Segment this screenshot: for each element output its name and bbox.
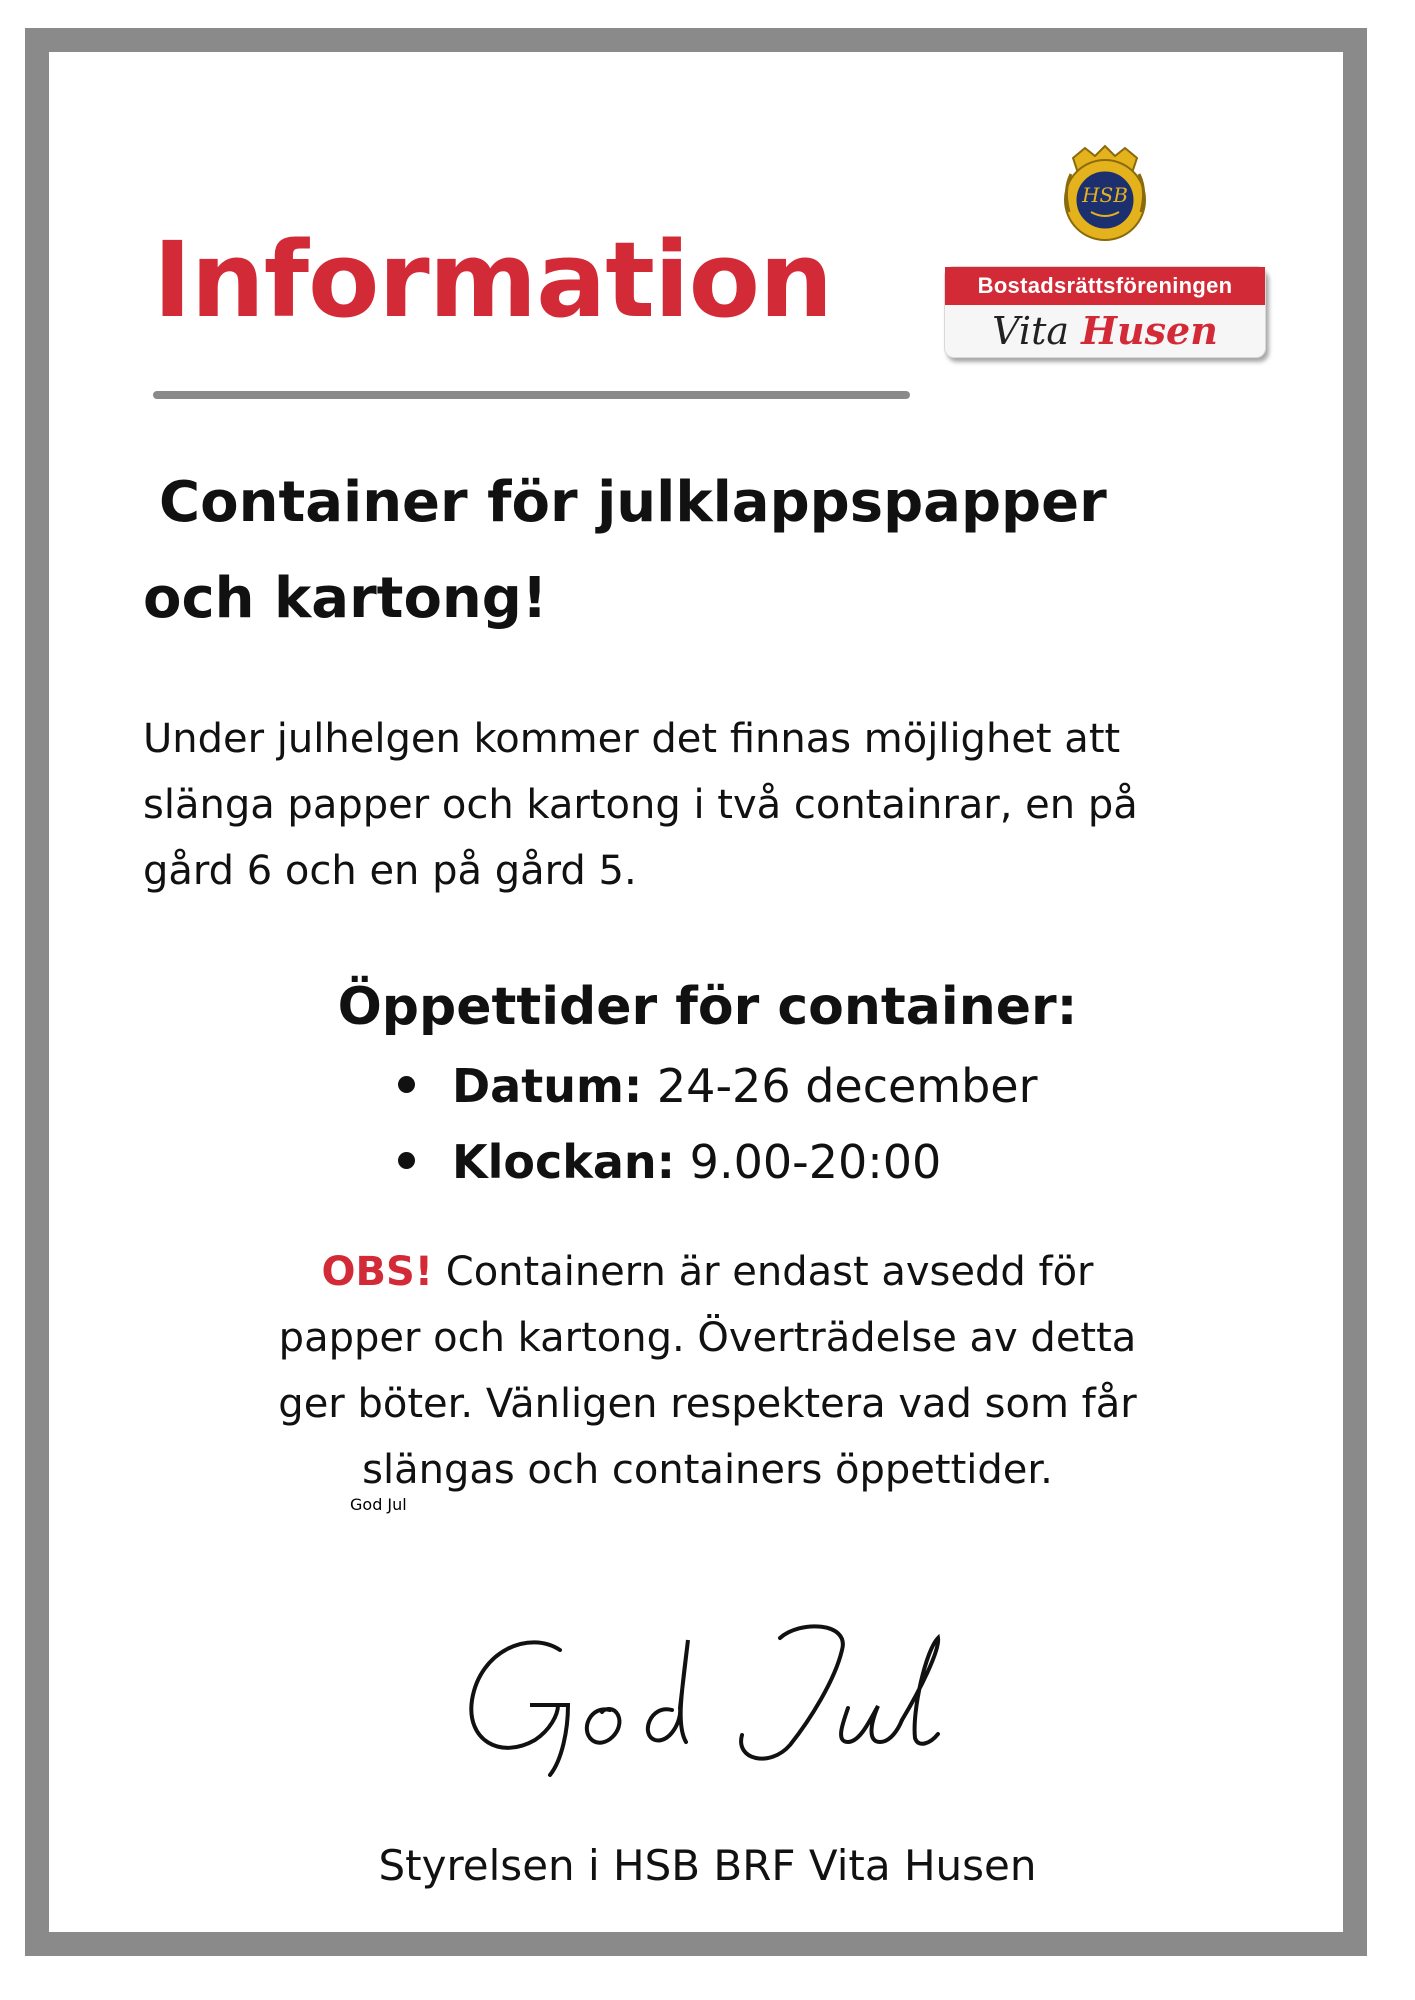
warning-line-4: slängas och containers öppettider. xyxy=(362,1447,1053,1493)
logo-name-second: Husen xyxy=(1081,308,1218,353)
subheading-line-1: Container för julklappspapper xyxy=(159,470,1107,535)
emblem-text: HSB xyxy=(1082,183,1128,207)
warning-line-1: Containern är endast avsedd för xyxy=(433,1249,1094,1295)
title-divider xyxy=(153,391,910,399)
notice-body xyxy=(143,706,1283,904)
notice-subheading xyxy=(143,455,1273,647)
logo-name-first: Vita xyxy=(992,309,1070,353)
logo-plaque-name xyxy=(945,305,1265,357)
body-line-2: slänga papper och kartong i två containrar, en på xyxy=(143,782,1138,828)
hours-label: Datum: xyxy=(452,1059,643,1113)
page-title: Information xyxy=(153,219,833,341)
warning-label: OBS! xyxy=(321,1249,434,1295)
warning-line-3: ger böter. Vänligen respektera vad som får xyxy=(278,1381,1137,1427)
body-line-3: gård 6 och en på gård 5. xyxy=(143,848,637,894)
hours-item-time xyxy=(398,1124,1038,1200)
bullet-icon xyxy=(398,1076,415,1093)
bullet-icon xyxy=(398,1152,415,1169)
body-line-1: Under julhelgen kommer det finnas möjlighet att xyxy=(143,716,1121,762)
signoff: Styrelsen i HSB BRF Vita Husen xyxy=(378,1841,1037,1890)
hours-item-date xyxy=(398,1048,1038,1124)
hsb-emblem-icon xyxy=(1055,140,1155,245)
brf-logo xyxy=(940,140,1270,370)
hours-value: 24-26 december xyxy=(642,1059,1038,1113)
hours-label: Klockan: xyxy=(452,1135,676,1189)
subheading-line-2: och kartong! xyxy=(143,566,548,631)
hours-value: 9.00-20:00 xyxy=(675,1135,942,1189)
logo-plaque xyxy=(944,266,1266,358)
warning-line-2: papper och kartong. Överträdelse av detta xyxy=(278,1315,1137,1361)
warning-text xyxy=(0,1239,1415,1503)
greeting-text: God Jul xyxy=(350,1495,407,1514)
logo-plaque-top: Bostadsrättsföreningen xyxy=(945,267,1265,305)
god-jul-greeting xyxy=(350,1495,970,1790)
hours-heading: Öppettider för container: xyxy=(337,977,1078,1037)
hours-list xyxy=(398,1048,1038,1200)
